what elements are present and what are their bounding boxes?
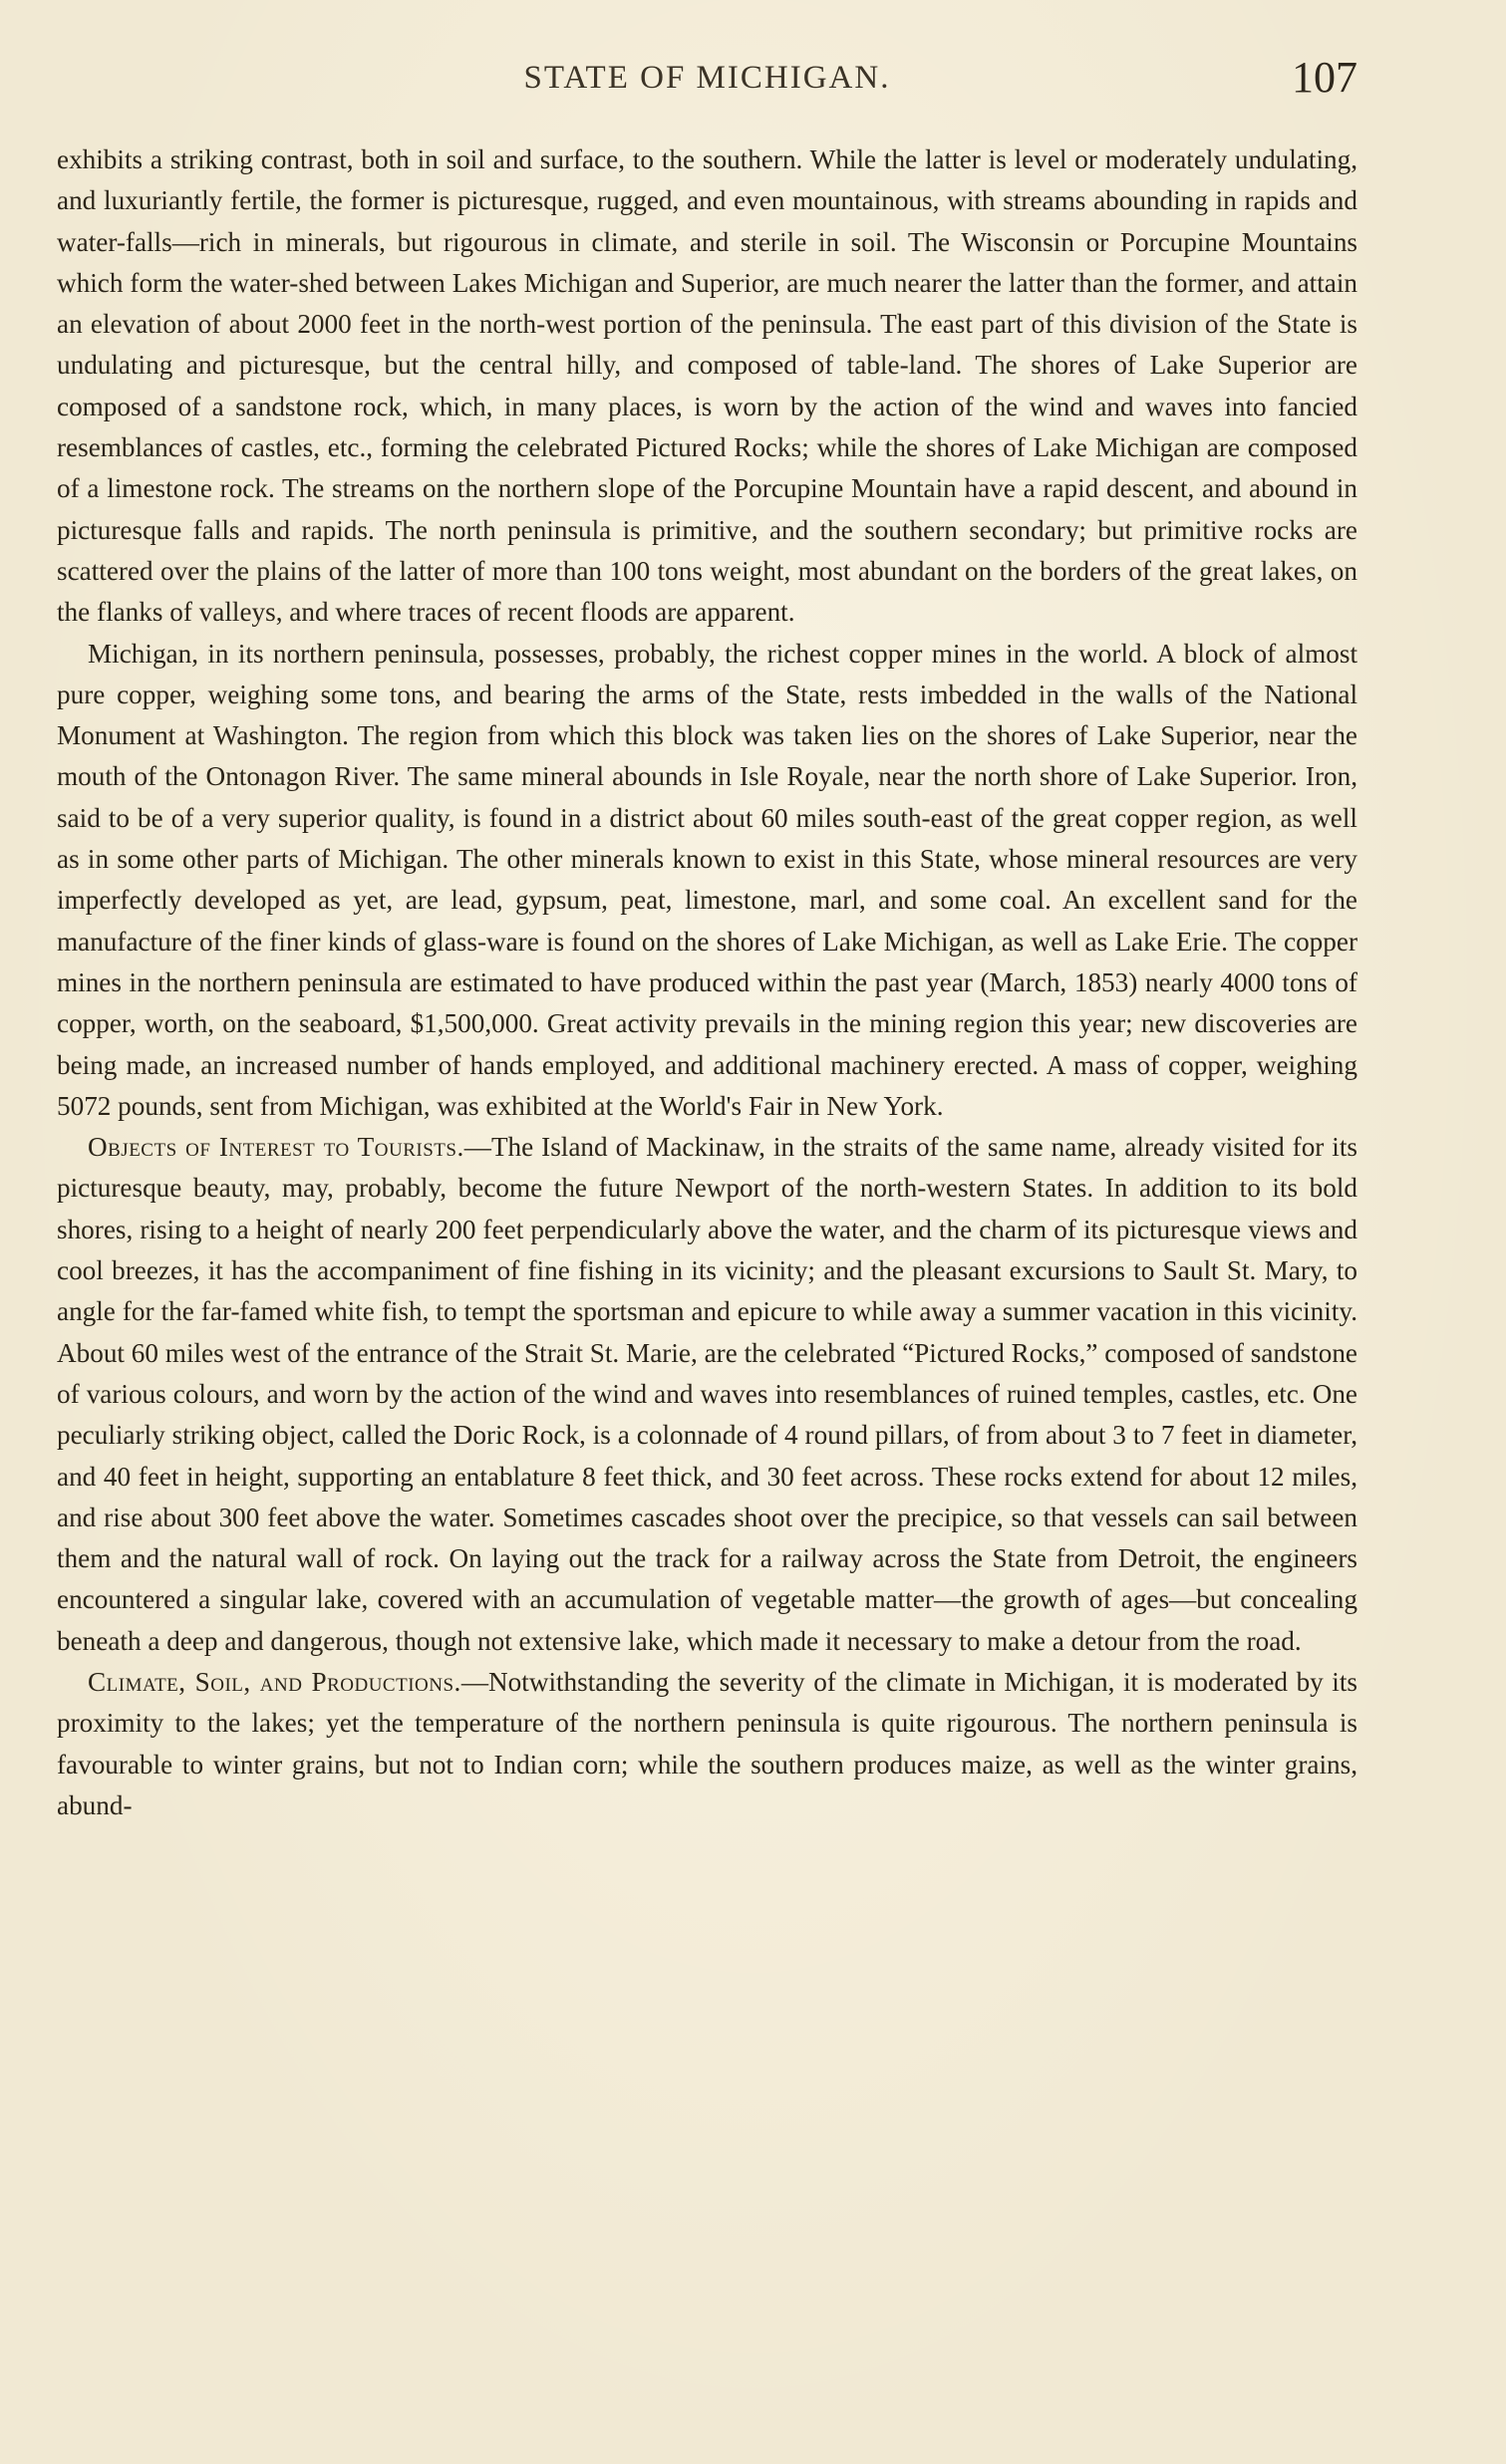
paragraph-minerals <box>57 634 1357 1128</box>
paragraph-text: —The Island of Mackinaw, in the straits of the same name, already visited for its picturesque beauty, may, probably, become the future Newport of the north-western States. In addition to its bold shores, rising to a height of nearly 200 feet perpendicularly above the water, and the charm of its picturesque views and cool breezes, it has the accompaniment of fine fishing in its vicinity; and the pleasant excursions to Sault St. Mary, to angle for the far-famed white fish, to tempt the sportsman and epicure to while away a summer vacation in this vicinity. About 60 miles west of the entrance of the Strait St. Marie, are the celebrated “Pictured Rocks,” composed of sandstone of various colours, and worn by the action of the wind and waves into resemblances of ruined temples, castles, etc. One peculiarly striking object, called the Doric Rock, is a colonnade of 4 round pillars, of from about 3 to 7 feet in diameter, and 40 feet in height, supporting an entablature 8 feet thick, and 30 feet across. These rocks extend for about 12 miles, and rise about 300 feet above the water. Sometimes cascades shoot over the precipice, so that vessels can sail between them and the natural wall of rock. On laying out the track for a railway across the State from Detroit, the engineers encountered a singular lake, covered with an accumulation of vegetable matter—the growth of ages—but concealing beneath a deep and dangerous, though not extensive lake, which made it necessary to make a detour from the road. <box>57 1132 1357 1656</box>
paragraph-text: exhibits a striking contrast, both in soil and surface, to the southern. While the latter is level or moderately undulating, and luxuriantly fertile, the former is picturesque, rugged, and even mountainous, with streams abounding in rapids and water-falls—rich in minerals, but rigourous in climate, and sterile in soil. The Wisconsin or Porcupine Mountains which form the water-shed between Lakes Michigan and Superior, are much nearer the latter than the former, and attain an elevation of about 2000 feet in the north-west portion of the peninsula. The east part of this division of the State is undulating and picturesque, but the central hilly, and composed of table-land. The shores of Lake Superior are composed of a sandstone rock, which, in many places, is worn by the action of the wind and waves into fancied resemblances of castles, etc., forming the celebrated Pictured Rocks; while the shores of Lake Michigan are composed of a limestone rock. The streams on the northern slope of the Porcupine Mountain have a rapid descent, and abound in picturesque falls and rapids. The north peninsula is primitive, and the southern secondary; but primitive rocks are scattered over the plains of the latter of more than 100 tons weight, most abundant on the borders of the great lakes, on the flanks of valleys, and where traces of recent floods are apparent. <box>57 144 1357 628</box>
running-head <box>57 52 1357 112</box>
paragraph-climate <box>57 1662 1357 1826</box>
body-text <box>57 139 1357 1826</box>
running-title: STATE OF MICHIGAN. <box>523 60 891 96</box>
section-caption: Objects of Interest to Tourists. <box>88 1132 464 1163</box>
paragraph-text: —Notwithstanding the severity of the climate in Michigan, it is moderated by its proximity to the lakes; yet the temperature of the northern peninsula is quite rigourous. The northern peninsula is favourable to winter grains, but not to Indian corn; while the southern produces maize, as well as the winter grains, abund- <box>57 1666 1357 1820</box>
paragraph-geography <box>57 139 1357 634</box>
paragraph-objects-of-interest <box>57 1127 1357 1662</box>
page-number: 107 <box>1292 53 1357 102</box>
section-caption: Climate, Soil, and Productions. <box>88 1666 461 1697</box>
paragraph-text: Michigan, in its northern peninsula, possesses, probably, the richest copper mines in the world. A block of almost pure copper, weighing some tons, and bearing the arms of the State, rests imbedded in the walls of the National Monument at Washington. The region from which this block was taken lies on the shores of Lake Superior, near the mouth of the Ontonagon River. The same mineral abounds in Isle Royale, near the north shore of Lake Superior. Iron, said to be of a very superior quality, is found in a district about 60 miles south-east of the great copper region, as well as in some other parts of Michigan. The other minerals known to exist in this State, whose mineral resources are very imperfectly developed as yet, are lead, gypsum, peat, limestone, marl, and some coal. An excellent sand for the manufacture of the finer kinds of glass-ware is found on the shores of Lake Michigan, as well as Lake Erie. The copper mines in the northern peninsula are estimated to have produced within the past year (March, 1853) nearly 4000 tons of copper, worth, on the seaboard, $1,500,000. Great activity prevails in the mining region this year; new discoveries are being made, an increased number of hands employed, and additional machinery erected. A mass of copper, weighing 5072 pounds, sent from Michigan, was exhibited at the World's Fair in New York. <box>57 638 1357 1121</box>
